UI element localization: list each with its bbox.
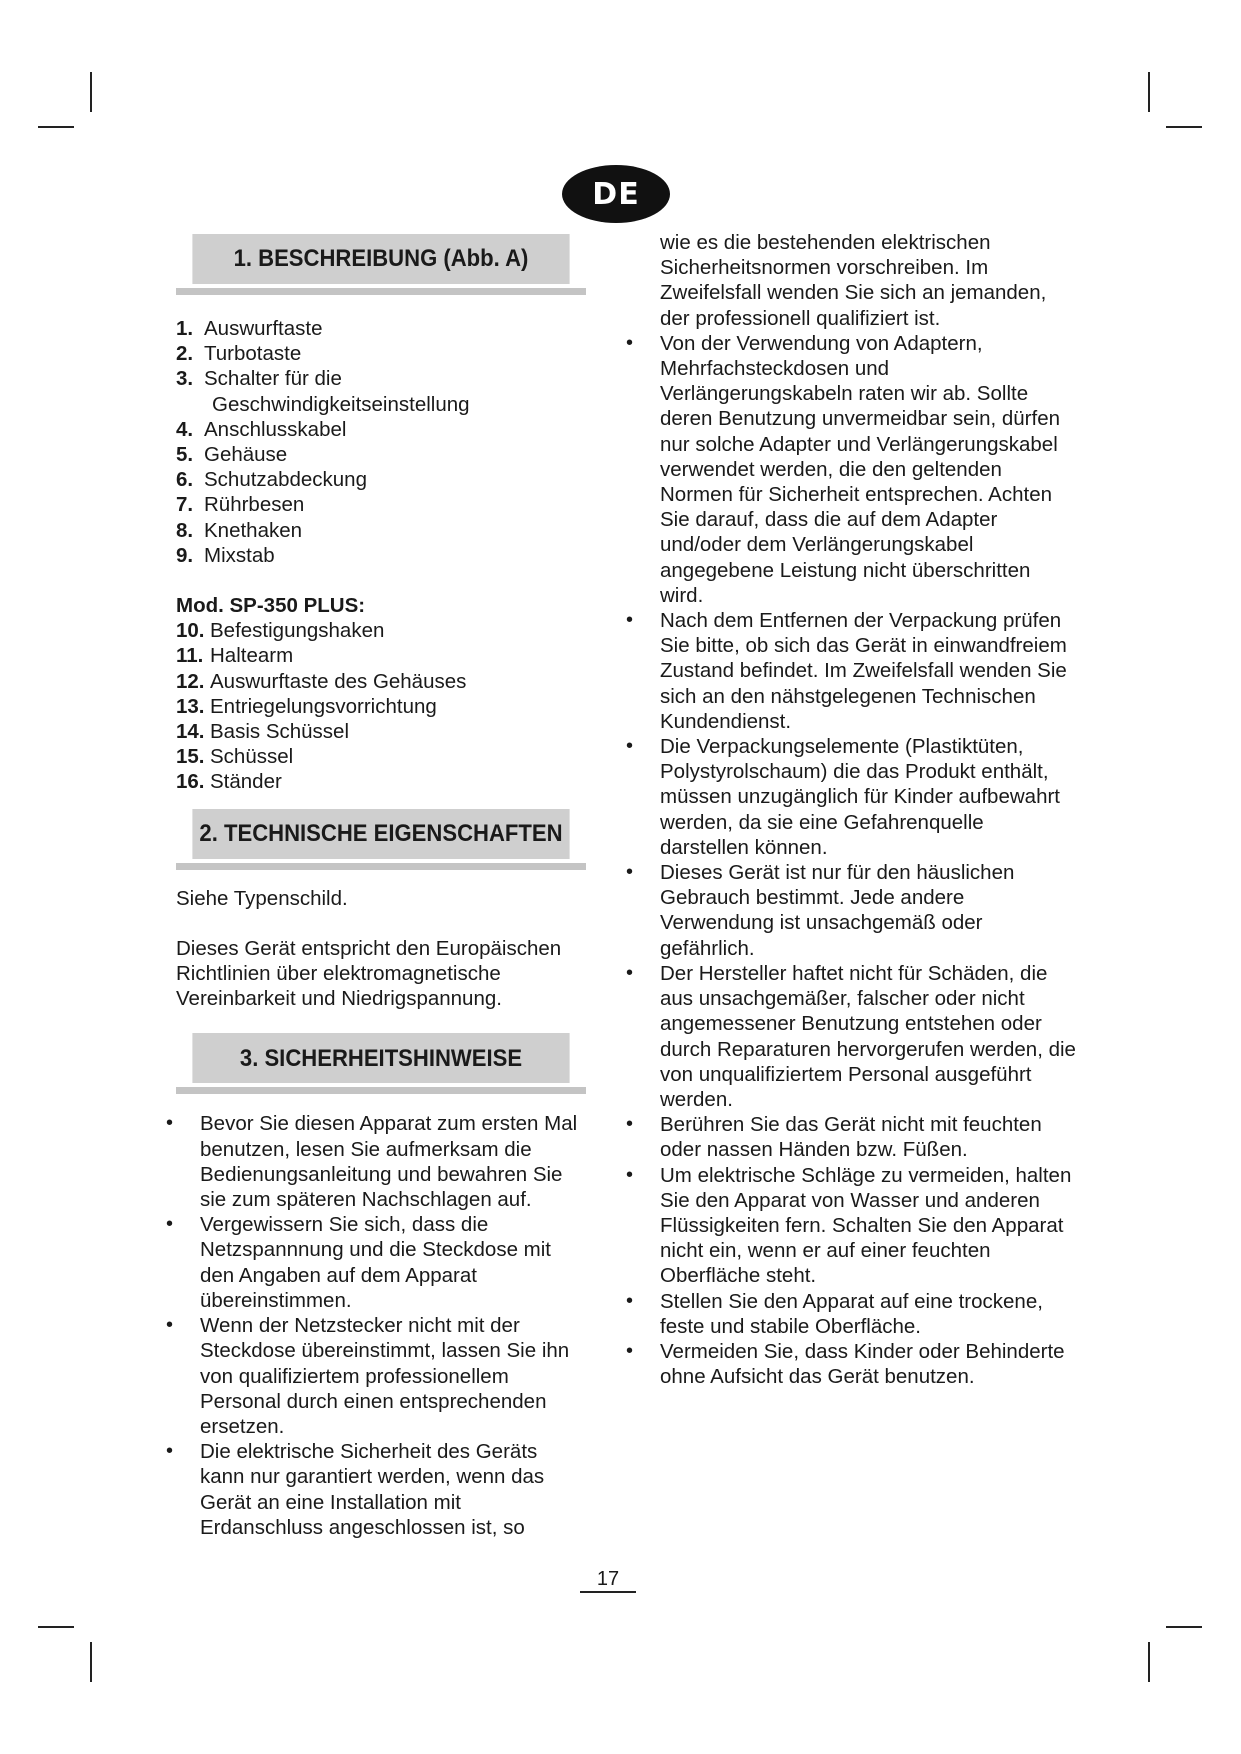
list-item: 4. Anschlusskabel	[176, 417, 347, 441]
heading-underline	[176, 863, 586, 870]
list-item: • Bevor Sie diesen Apparat zum ersten Mal benutzen, lesen Sie aufmerksam die Bedienungsanleitung und bewahren Sie sie zum späteren Nachschlagen auf.	[164, 1111, 586, 1212]
model-parts-list	[176, 618, 586, 794]
list-item: 14. Basis Schüssel	[176, 720, 350, 744]
continued-text: wie es die bestehenden elektrischen Sicherheitsnormen vorschreiben. Im Zweifelsfall wenden Sie sich an jemanden, der professionell qualifiziert ist.	[660, 231, 1047, 330]
list-item: • Stellen Sie den Apparat auf eine trockene, feste und stabile Oberfläche.	[624, 1289, 1076, 1339]
heading-underline	[176, 1087, 586, 1094]
list-item: 13. Entriegelungsvorrichtung	[176, 694, 437, 718]
heading-underline	[176, 288, 586, 295]
list-item: • Nach dem Entfernen der Verpackung prüfen Sie bitte, ob sich das Gerät in einwandfreiem Zustand befindet. Im Zweifelsfall wenden Sie sich an den nähstgelegenen Technischen Kundendienst.	[624, 608, 1076, 734]
crop-mark	[1166, 126, 1202, 128]
crop-mark	[90, 72, 92, 112]
list-item: 10. Befestigungshaken	[176, 619, 385, 643]
list-item: 11. Haltearm	[176, 644, 294, 668]
list-item: 12. Auswurftaste des Gehäuses	[176, 669, 467, 693]
list-item: • Vergewissern Sie sich, dass die Netzspannnung und die Steckdose mit den Angaben auf dem Apparat übereinstimmen.	[164, 1212, 586, 1313]
list-item: • Der Hersteller haftet nicht für Schäden, die aus unsachgemäßer, falscher oder nicht angemessener Benutzung entstehen oder durch Reparaturen hervorgerufen werden, die von unqualifiziertem Personal ausgeführt werden.	[624, 961, 1076, 1112]
crop-mark	[1148, 1642, 1150, 1682]
right-column	[636, 230, 1076, 1389]
section-2-heading: 2. TECHNISCHE EIGENSCHAFTEN	[192, 809, 569, 859]
list-item: 16. Ständer	[176, 770, 282, 794]
list-item: 3. Schalter für die Geschwindigkeitseinstellung	[176, 367, 470, 416]
list-item: • Wenn der Netzstecker nicht mit der Steckdose übereinstimmt, lassen Sie ihn von qualifiziertem professionellem Personal durch einen entsprechenden ersetzen.	[164, 1313, 586, 1439]
list-item: 1. Auswurftaste	[176, 317, 323, 340]
crop-mark	[1148, 72, 1150, 112]
list-item: • Von der Verwendung von Adaptern, Mehrfachsteckdosen und Verlängerungskabeln raten wir ab. Sollte deren Benutzung unvermeidbar sein, dürfen nur solche Adapter und Verlängerungskabel verwendet werden, die den geltenden Normen für Sicherheit entsprechen. Achten Sie darauf, dass die auf dem Adapter und/oder dem Verlängerungskabel angegebene Leistung nicht überschritten wird.	[624, 331, 1076, 608]
parts-list	[176, 316, 586, 568]
list-item: • Vermeiden Sie, dass Kinder oder Behinderte ohne Aufsicht das Gerät benutzen.	[624, 1339, 1076, 1389]
list-item: 2. Turbotaste	[176, 342, 302, 366]
crop-mark	[38, 1626, 74, 1628]
model-heading: Mod. SP-350 PLUS:	[176, 594, 366, 618]
list-item: • Die elektrische Sicherheit des Geräts kann nur garantiert werden, wenn das Gerät an eine Installation mit Erdanschluss angeschlossen ist, so	[164, 1439, 586, 1540]
page-number: 17	[580, 1567, 636, 1593]
list-item: • Die Verpackungselemente (Plastiktüten, Polystyrolschaum) die das Produkt enthält, müssen unzugänglich für Kinder aufbewahrt werden, da sie eine Gefahrenquelle darstellen können.	[624, 734, 1076, 860]
crop-mark	[1166, 1626, 1202, 1628]
type-plate-note: Siehe Typenschild.	[176, 886, 348, 910]
section-1-heading: 1. BESCHREIBUNG (Abb. A)	[192, 234, 569, 284]
list-item: 8. Knethaken	[176, 518, 303, 542]
section-3-heading: 3. SICHERHEITSHINWEISE	[192, 1033, 569, 1083]
crop-mark	[90, 1642, 92, 1682]
list-item: • Berühren Sie das Gerät nicht mit feuchten oder nassen Händen bzw. Füßen.	[624, 1112, 1076, 1162]
list-item: 5. Gehäuse	[176, 443, 288, 467]
left-column	[176, 234, 586, 1540]
list-item: 9. Mixstab	[176, 543, 275, 567]
crop-mark	[38, 126, 74, 128]
list-item: • Dieses Gerät ist nur für den häuslichen Gebrauch bestimmt. Jede andere Verwendung ist unsachgemäß oder gefährlich.	[624, 860, 1076, 961]
conformity-text: Dieses Gerät entspricht den Europäischen Richtlinien über elektromagnetische Vereinbarkeit und Niedrigspannung.	[176, 936, 562, 1011]
list-item: • Um elektrische Schläge zu vermeiden, halten Sie den Apparat von Wasser und anderen Flüssigkeiten fern. Schalten Sie den Apparat nicht ein, wenn er auf einer feuchten Oberfläche steht.	[624, 1163, 1076, 1289]
list-item: 7. Rührbesen	[176, 493, 305, 517]
language-badge: DE	[562, 165, 670, 223]
list-item: 6. Schutzabdeckung	[176, 468, 367, 492]
safety-list-left	[176, 1111, 586, 1539]
list-item: 15. Schüssel	[176, 745, 294, 769]
safety-list-right	[636, 331, 1076, 1390]
